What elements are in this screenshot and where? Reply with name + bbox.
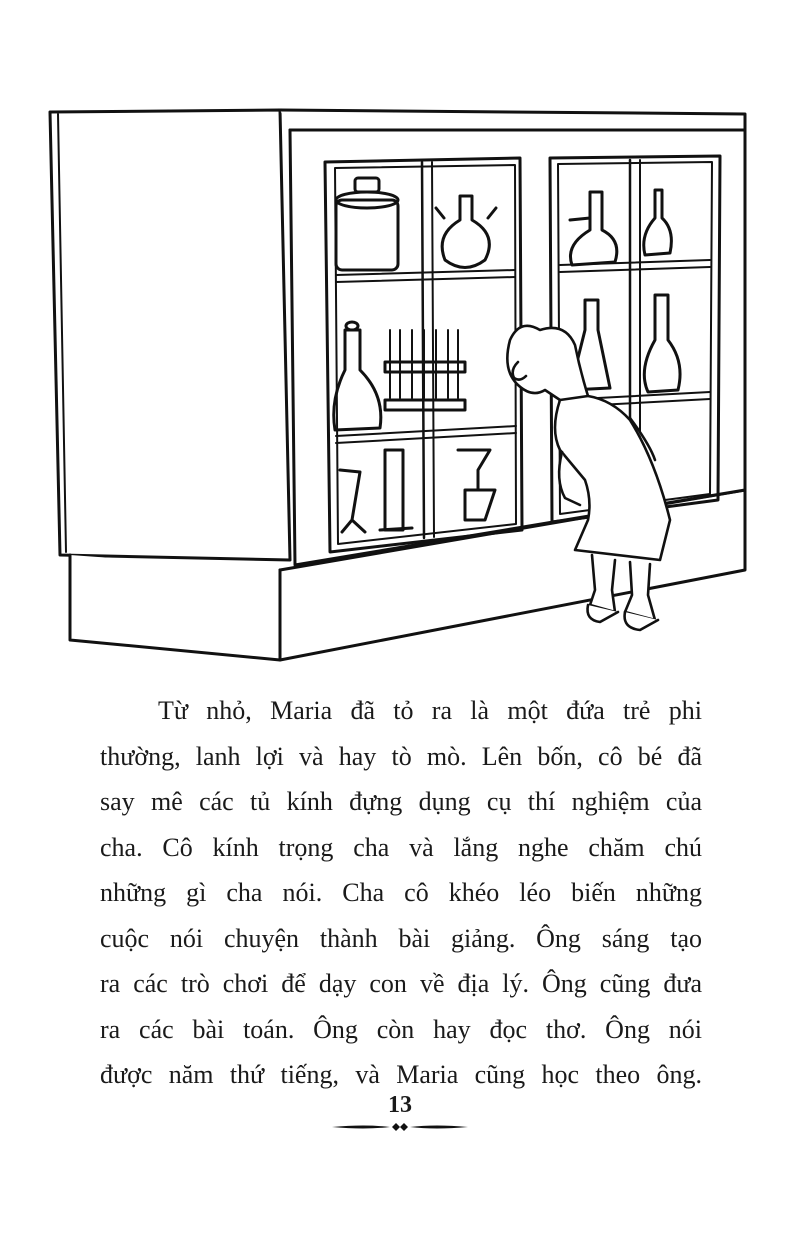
text-line: ra các bài toán. Ông còn hay đọc thơ. Ông nói: [100, 1014, 702, 1044]
text-line: cuộc nói chuyện thành bài giảng. Ông sáng tạo: [100, 923, 702, 953]
text-line: thường, lanh lợi và hay tò mò. Lên bốn, cô bé đã: [100, 741, 702, 771]
text-line: Từ nhỏ, Maria đã tỏ ra là một đứa trẻ phi: [158, 696, 702, 725]
cabinet-illustration: [40, 100, 760, 670]
page-number: 13: [388, 1092, 412, 1118]
text-line: những gì cha nói. Cha cô khéo léo biến những: [100, 878, 702, 907]
page-number-ornament: [330, 1120, 470, 1134]
text-line: được năm thứ tiếng, và Maria cũng học theo ông.: [100, 1060, 702, 1089]
text-line: ra các trò chơi để dạy con về địa lý. Ông cũng đưa: [100, 969, 702, 998]
body-paragraph: [100, 688, 702, 1098]
text-line: say mê các tủ kính đựng dụng cụ thí nghiệm của: [100, 787, 702, 816]
text-line: cha. Cô kính trọng cha và lắng nghe chăm chú: [100, 832, 702, 862]
